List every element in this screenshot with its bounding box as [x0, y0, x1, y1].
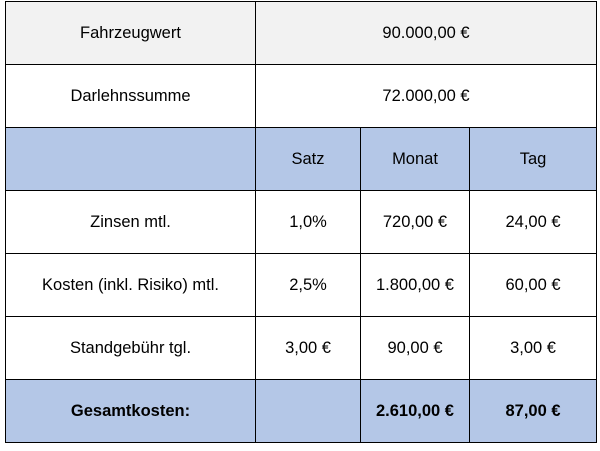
row-month: 720,00 € — [361, 191, 470, 254]
total-month: 2.610,00 € — [361, 380, 470, 443]
vehicle-value-label: Fahrzeugwert — [6, 2, 256, 65]
header-row — [6, 128, 597, 191]
cost-table — [5, 1, 597, 443]
row-label: Kosten (inkl. Risiko) mtl. — [6, 254, 256, 317]
row-day: 3,00 € — [470, 317, 597, 380]
row-label: Zinsen mtl. — [6, 191, 256, 254]
table-row — [6, 254, 597, 317]
row-rate: 3,00 € — [256, 317, 361, 380]
total-label: Gesamtkosten: — [6, 380, 256, 443]
row-rate: 1,0% — [256, 191, 361, 254]
row-month: 90,00 € — [361, 317, 470, 380]
loan-amount-row — [6, 65, 597, 128]
header-day: Tag — [470, 128, 597, 191]
vehicle-value-row — [6, 2, 597, 65]
table-row — [6, 191, 597, 254]
row-label: Standgebühr tgl. — [6, 317, 256, 380]
row-month: 1.800,00 € — [361, 254, 470, 317]
header-month: Monat — [361, 128, 470, 191]
header-empty-cell — [6, 128, 256, 191]
total-row — [6, 380, 597, 443]
total-rate — [256, 380, 361, 443]
loan-amount-label: Darlehnssumme — [6, 65, 256, 128]
loan-amount-cell: 72.000,00 € — [256, 65, 597, 128]
vehicle-value-cell: 90.000,00 € — [256, 2, 597, 65]
row-day: 24,00 € — [470, 191, 597, 254]
row-rate: 2,5% — [256, 254, 361, 317]
header-rate: Satz — [256, 128, 361, 191]
table-row — [6, 317, 597, 380]
total-day: 87,00 € — [470, 380, 597, 443]
row-day: 60,00 € — [470, 254, 597, 317]
